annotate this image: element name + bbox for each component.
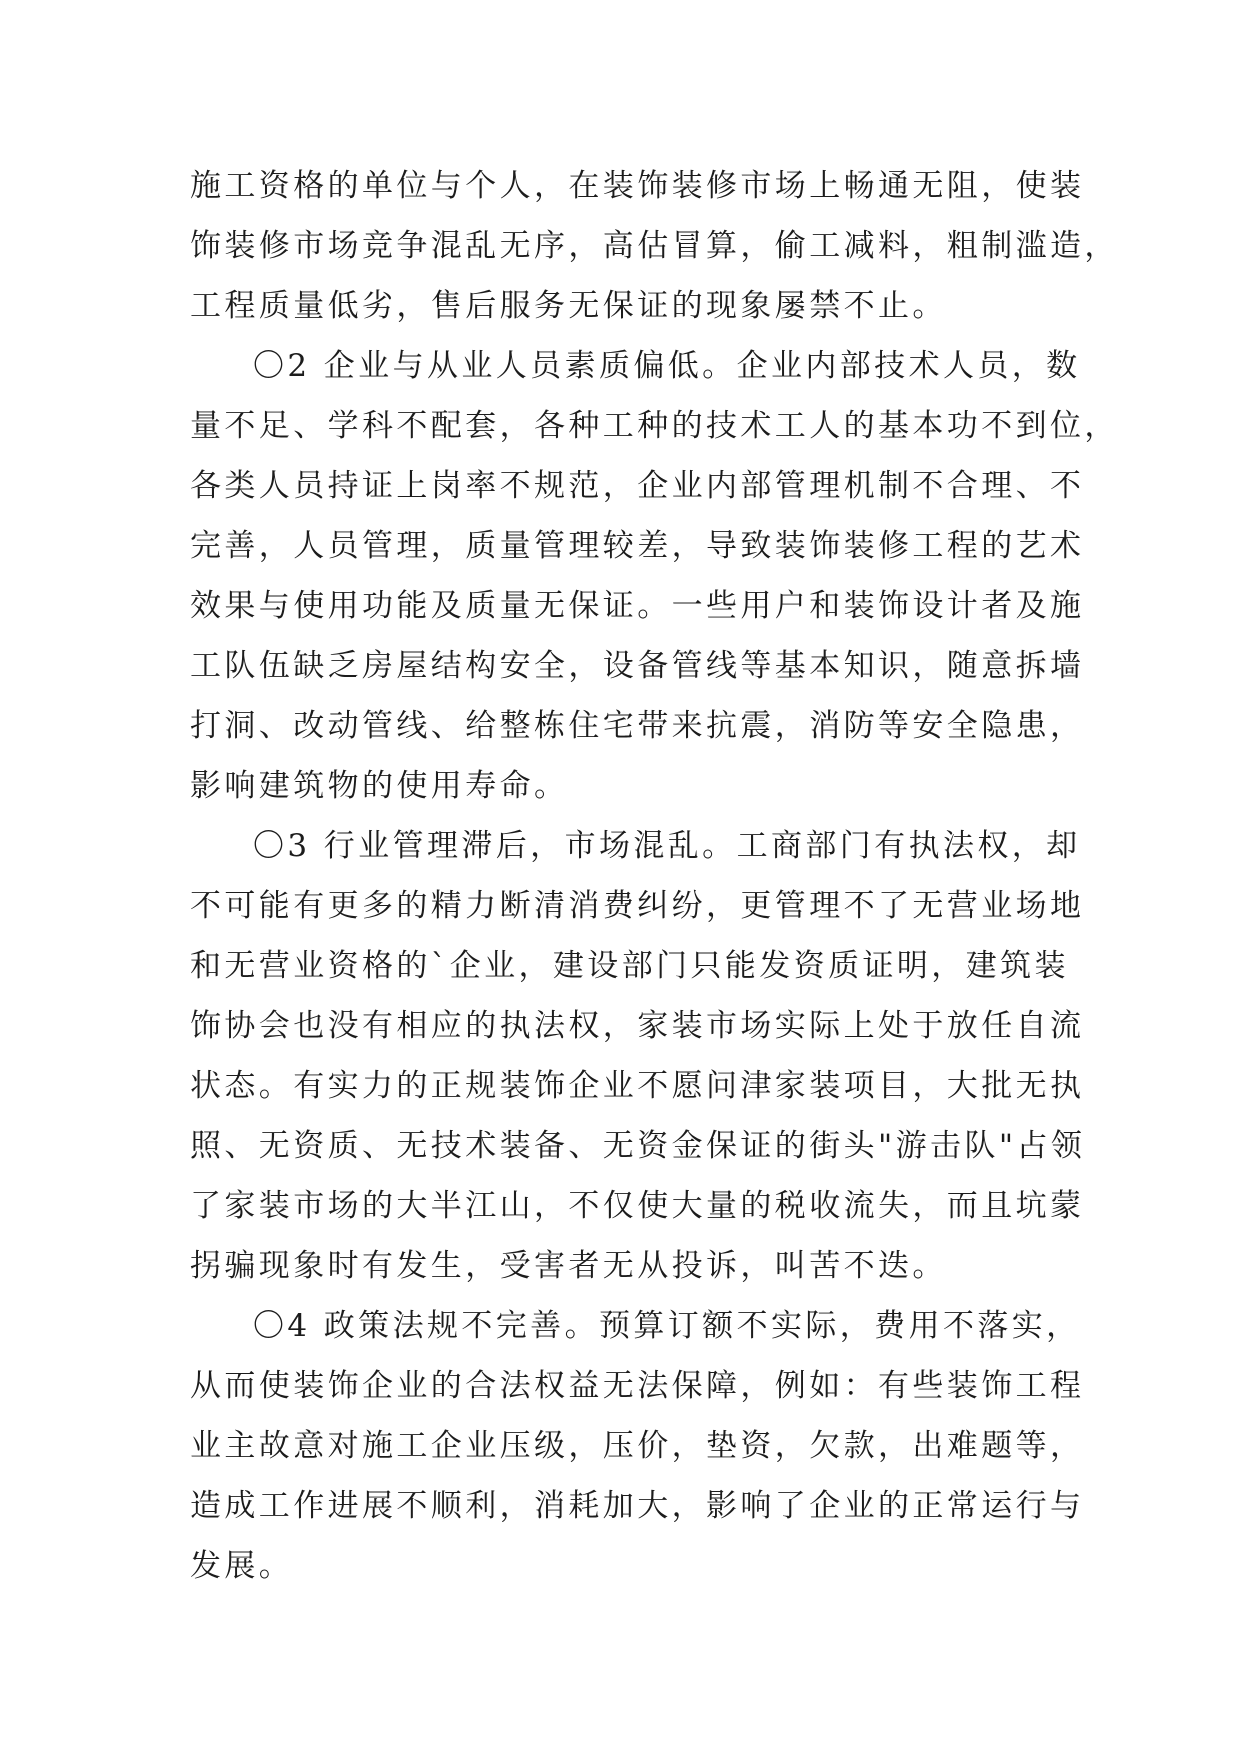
text-line: 饰装修市场竞争混乱无序，高估冒算，偷工减料，粗制滥造， bbox=[190, 228, 1119, 264]
text-line: 工队伍缺乏房屋结构安全，设备管线等基本知识，随意拆墙 bbox=[190, 648, 1085, 684]
text-line: 发展。 bbox=[190, 1548, 294, 1584]
text-line: 照、无资质、无技术装备、无资金保证的街头"游击队"占领 bbox=[190, 1128, 1086, 1164]
text-line: 不可能有更多的精力断清消费纠纷，更管理不了无营业场地 bbox=[190, 888, 1085, 924]
text-line: 施工资格的单位与个人，在装饰装修市场上畅通无阻，使装 bbox=[190, 168, 1085, 204]
text-line: 了家装市场的大半江山，不仅使大量的税收流失，而且坑蒙 bbox=[190, 1188, 1085, 1224]
text-line: 和无营业资格的`企业，建设部门只能发资质证明，建筑装 bbox=[190, 948, 1069, 984]
text-line: 打洞、改动管线、给整栋住宅带来抗震，消防等安全隐患， bbox=[190, 708, 1085, 744]
paragraph-start-line: 〇3 行业管理滞后，市场混乱。工商部门有执法权，却 bbox=[253, 828, 1081, 864]
text-line: 效果与使用功能及质量无保证。一些用户和装饰设计者及施 bbox=[190, 588, 1085, 624]
text-line: 从而使装饰企业的合法权益无法保障，例如：有些装饰工程 bbox=[190, 1368, 1085, 1404]
text-line: 影响建筑物的使用寿命。 bbox=[190, 768, 569, 804]
paragraph-start-line: 〇2 企业与从业人员素质偏低。企业内部技术人员，数 bbox=[253, 348, 1081, 384]
text-line: 饰协会也没有相应的执法权，家装市场实际上处于放任自流 bbox=[190, 1008, 1085, 1044]
text-line: 拐骗现象时有发生，受害者无从投诉，叫苦不迭。 bbox=[190, 1248, 947, 1284]
text-line: 状态。有实力的正规装饰企业不愿问津家装项目，大批无执 bbox=[190, 1068, 1085, 1104]
text-line: 各类人员持证上岗率不规范，企业内部管理机制不合理、不 bbox=[190, 468, 1085, 504]
text-line: 量不足、学科不配套，各种工种的技术工人的基本功不到位， bbox=[190, 408, 1119, 444]
text-line: 造成工作进展不顺利，消耗加大，影响了企业的正常运行与 bbox=[190, 1488, 1085, 1524]
text-line: 工程质量低劣，售后服务无保证的现象屡禁不止。 bbox=[190, 288, 947, 324]
paragraph-start-line: 〇4 政策法规不完善。预算订额不实际，费用不落实， bbox=[253, 1308, 1081, 1344]
text-line: 业主故意对施工企业压级，压价，垫资，欠款，出难题等， bbox=[190, 1428, 1085, 1464]
text-line: 完善，人员管理，质量管理较差，导致装饰装修工程的艺术 bbox=[190, 528, 1085, 564]
